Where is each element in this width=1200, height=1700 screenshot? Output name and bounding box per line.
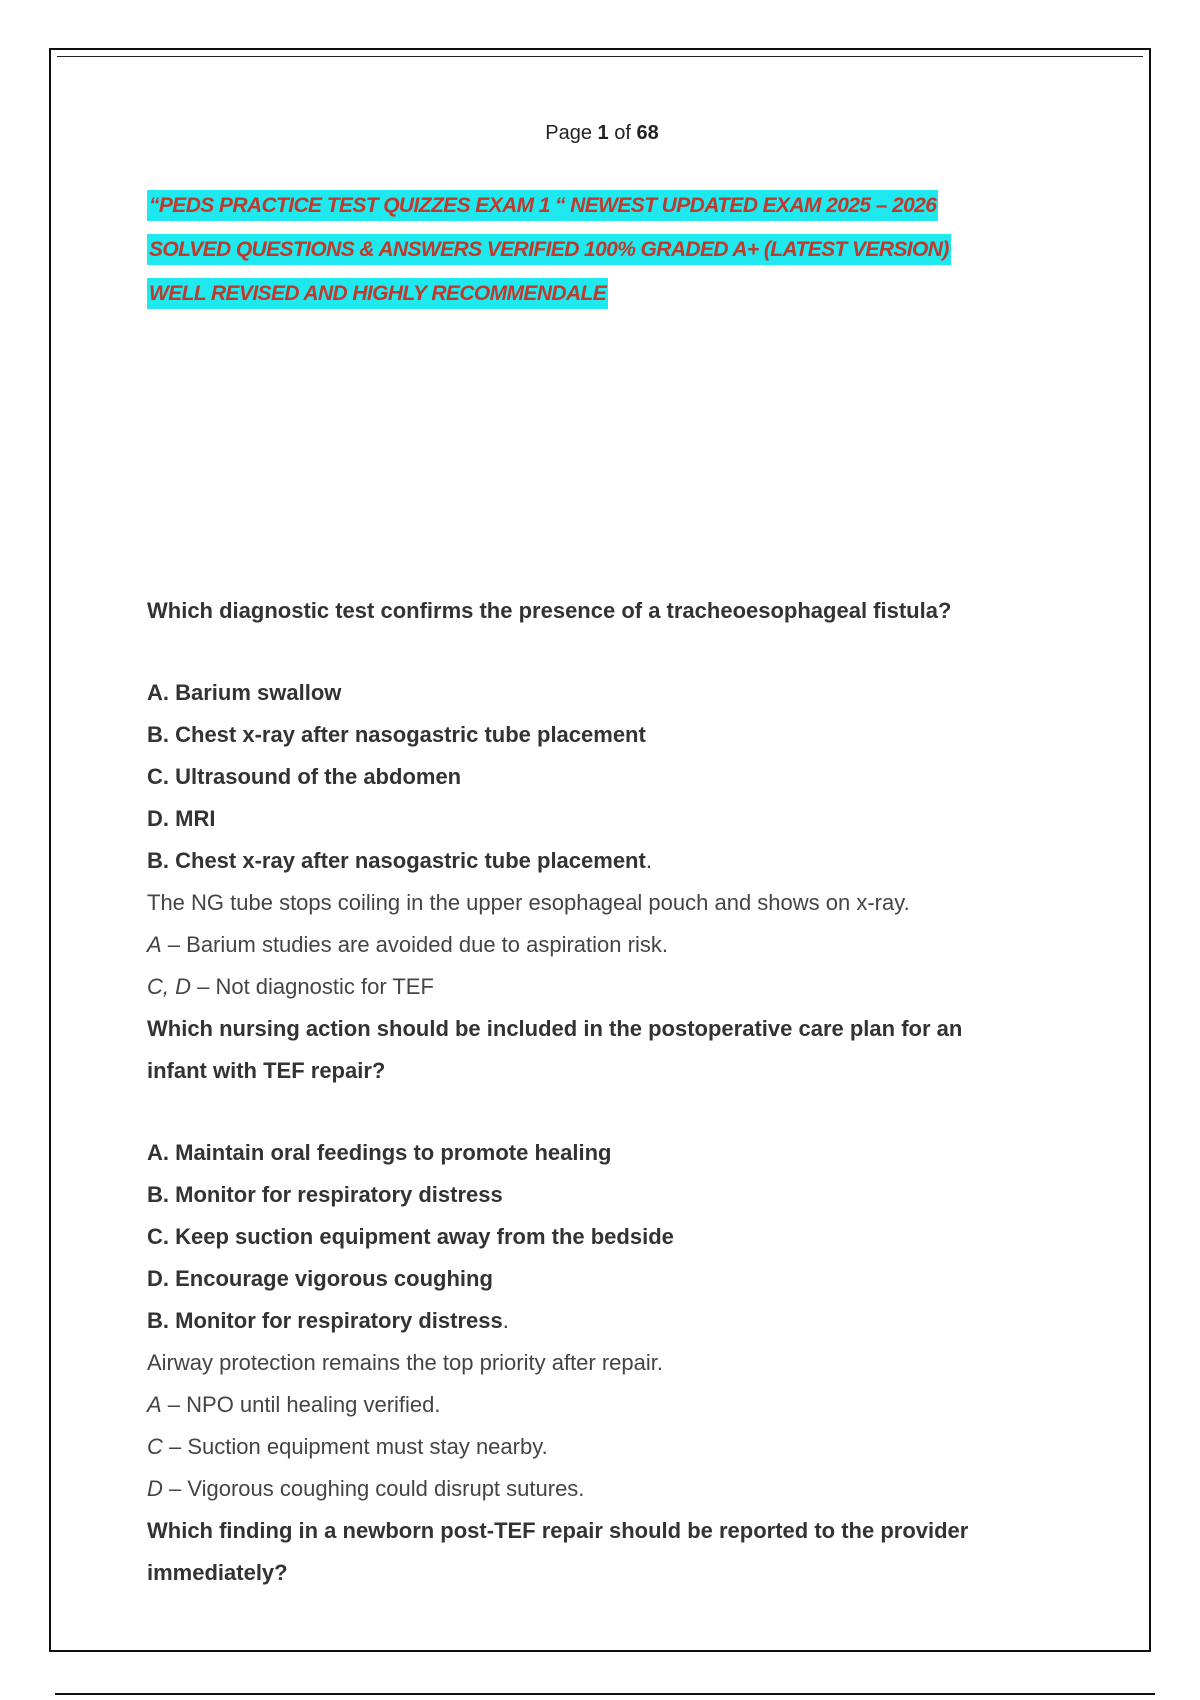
document-title (147, 190, 951, 322)
q2-option-b: B. Monitor for respiratory distress (147, 1182, 503, 1207)
question-2-line-1: Which nursing action should be included in the postoperative care plan for an (147, 1016, 963, 1041)
q2-option-a: A. Maintain oral feedings to promote healing (147, 1140, 612, 1165)
page-number (51, 122, 1153, 145)
q1-option-b: B. Chest x-ray after nasogastric tube placement (147, 722, 646, 747)
question-1: Which diagnostic test confirms the presence of a tracheoesophageal fistula? (147, 598, 952, 623)
frame-top-rule (57, 56, 1143, 57)
question-2-line-2: infant with TEF repair? (147, 1058, 386, 1083)
title-line: SOLVED QUESTIONS & ANSWERS VERIFIED 100% GRADED A+ (LATEST VERSION) (147, 234, 951, 265)
document-body (147, 590, 1107, 1594)
page-prefix: Page (545, 122, 592, 144)
q1-rationale: The NG tube stops coiling in the upper esophageal pouch and shows on x-ray. (147, 890, 910, 915)
q2-note: D – Vigorous coughing could disrupt sutures. (147, 1476, 585, 1501)
page-current: 1 (597, 122, 609, 144)
q1-option-c: C. Ultrasound of the abdomen (147, 764, 462, 789)
q1-answer: B. Chest x-ray after nasogastric tube placement. (147, 848, 652, 873)
q2-answer: B. Monitor for respiratory distress. (147, 1308, 509, 1333)
question-3-line-1: Which finding in a newborn post-TEF repair should be reported to the provider (147, 1518, 969, 1543)
q2-note: A – NPO until healing verified. (147, 1392, 441, 1417)
q2-note: C – Suction equipment must stay nearby. (147, 1434, 548, 1459)
page-frame (49, 48, 1151, 1652)
q2-option-c: C. Keep suction equipment away from the bedside (147, 1224, 674, 1249)
q1-option-d: D. MRI (147, 806, 216, 831)
page-of: of (614, 122, 631, 144)
q1-option-a: A. Barium swallow (147, 680, 342, 705)
page-total: 68 (636, 122, 659, 144)
next-page-top-rule (55, 1693, 1155, 1695)
q1-note: A – Barium studies are avoided due to aspiration risk. (147, 932, 668, 957)
question-3-line-2: immediately? (147, 1560, 288, 1585)
q1-note: C, D – Not diagnostic for TEF (147, 974, 434, 999)
title-line: “PEDS PRACTICE TEST QUIZZES EXAM 1 “ NEWEST UPDATED EXAM 2025 – 2026 (147, 190, 938, 221)
title-line: WELL REVISED AND HIGHLY RECOMMENDALE (147, 278, 608, 309)
q2-option-d: D. Encourage vigorous coughing (147, 1266, 493, 1291)
q2-rationale: Airway protection remains the top priority after repair. (147, 1350, 664, 1375)
